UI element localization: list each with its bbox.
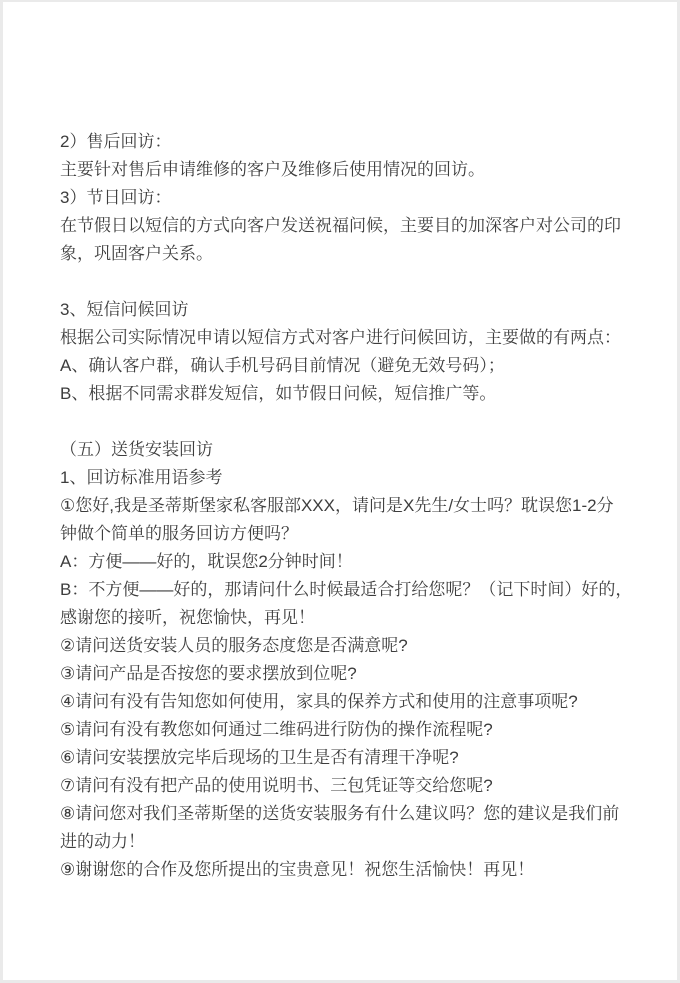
text-line: 主要针对售后申请维修的客户及维修后使用情况的回访。 [60, 160, 485, 179]
text-line: 象，巩固客户关系。 [60, 244, 213, 263]
text-line: ⑧请问您对我们圣蒂斯堡的送货安装服务有什么建议吗？您的建议是我们前 [60, 804, 620, 823]
document-page [3, 2, 677, 980]
text-line: 1、回访标准用语参考 [60, 468, 223, 487]
text-line: 根据公司实际情况申请以短信方式对客户进行问候回访，主要做的有两点： [60, 328, 621, 347]
text-line: ⑥请问安装摆放完毕后现场的卫生是否有清理干净呢? [60, 748, 459, 767]
text-line: ②请问送货安装人员的服务态度您是否满意呢? [60, 636, 408, 655]
blank-line [60, 268, 639, 296]
text-line: A、确认客户群，确认手机号码目前情况（避免无效号码）； [60, 356, 505, 375]
text-line: 在节假日以短信的方式向客户发送祝福问候，主要目的加深客户对公司的印 [60, 216, 621, 235]
text-line: 3）节日回访： [60, 188, 172, 207]
text-line: ①您好,我是圣蒂斯堡家私客服部XXX，请问是X先生/女士吗？耽误您1-2分 [60, 496, 614, 515]
text-line: 3、短信问候回访 [60, 300, 189, 319]
text-line: 钟做个简单的服务回访方便吗？ [60, 524, 298, 543]
blank-line [60, 408, 639, 436]
text-line: 感谢您的接听，祝您愉快，再见！ [60, 608, 315, 627]
text-line: ⑤请问有没有教您如何通过二维码进行防伪的操作流程呢? [60, 720, 493, 739]
text-line: ④请问有没有告知您如何使用，家具的保养方式和使用的注意事项呢? [60, 692, 578, 711]
text-line: 进的动力！ [60, 832, 145, 851]
text-line: A：方便——好的，耽误您2分钟时间！ [60, 552, 353, 571]
document-text-block [3, 2, 677, 884]
text-line: B：不方便——好的，那请问什么时候最适合打给您呢？（记下时间）好的， [60, 580, 633, 599]
text-line: ⑦请问有没有把产品的使用说明书、三包凭证等交给您呢? [60, 776, 493, 795]
text-line: ③请问产品是否按您的要求摆放到位呢? [60, 664, 357, 683]
text-line: 2）售后回访： [60, 132, 172, 151]
text-line: B、根据不同需求群发短信，如节假日问候，短信推广等。 [60, 384, 497, 403]
text-line: ⑨谢谢您的合作及您所提出的宝贵意见！祝您生活愉快！再见！ [60, 860, 535, 879]
text-line: （五）送货安装回访 [60, 440, 213, 459]
